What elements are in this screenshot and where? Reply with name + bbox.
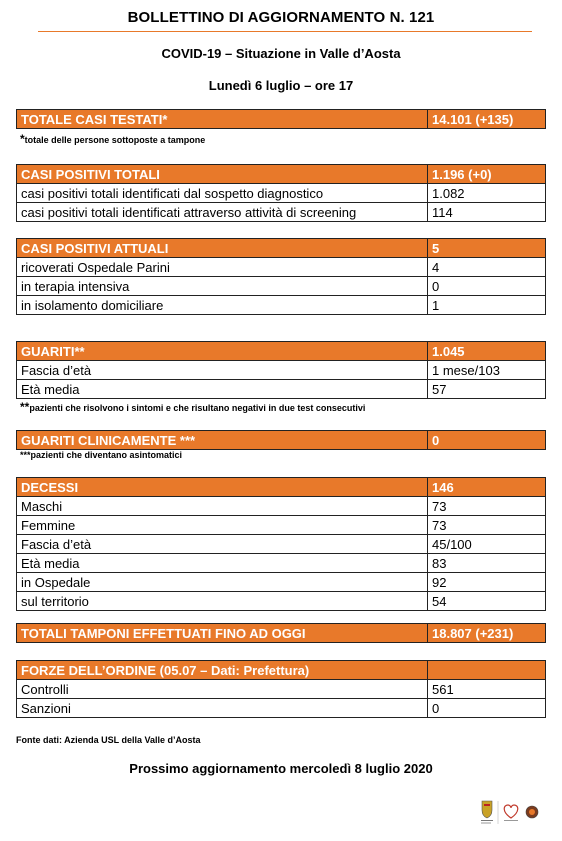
table-header-row [17, 239, 546, 258]
note-testati: *totale delle persone sottoposte a tampone [20, 132, 206, 146]
table-row [17, 380, 546, 399]
row-value: 73 [428, 497, 546, 516]
note-guariti: **pazienti che risolvono i sintomi e che risultano negativi in due test consecutivi [20, 400, 366, 414]
table-forze-ordine [16, 660, 546, 718]
header-value: 0 [428, 431, 546, 450]
row-label: Femmine [17, 516, 428, 535]
header-label: FORZE DELL’ORDINE (05.07 – Dati: Prefettura) [17, 661, 428, 680]
row-label: Maschi [17, 497, 428, 516]
title-rule [38, 31, 532, 32]
header-label: DECESSI [17, 478, 428, 497]
table-header-row [17, 661, 546, 680]
bulletin-title: BOLLETTINO DI AGGIORNAMENTO N. 121 [127, 9, 435, 26]
header-label: TOTALE CASI TESTATI* [17, 110, 428, 129]
header-label: CASI POSITIVI ATTUALI [17, 239, 428, 258]
row-label: in terapia intensiva [17, 277, 428, 296]
regione-crest-icon [481, 801, 493, 824]
table-header-row [17, 478, 546, 497]
row-value: 54 [428, 592, 546, 611]
table-row [17, 592, 546, 611]
row-value: 0 [428, 699, 546, 718]
row-label: Sanzioni [17, 699, 428, 718]
table-row [17, 277, 546, 296]
table-positivi-attuali [16, 238, 546, 315]
header-value: 146 [428, 478, 546, 497]
row-label: Età media [17, 554, 428, 573]
table-row [17, 184, 546, 203]
row-value: 4 [428, 258, 546, 277]
data-source: Fonte dati: Azienda USL della Valle d’Aosta [16, 735, 201, 745]
footer-logos [478, 798, 542, 826]
table-row [17, 497, 546, 516]
table-row [17, 296, 546, 315]
row-value: 1 [428, 296, 546, 315]
table-row [17, 699, 546, 718]
row-label: Età media [17, 380, 428, 399]
header-label: TOTALI TAMPONI EFFETTUATI FINO AD OGGI [17, 624, 428, 643]
bulletin-date: Lunedì 6 luglio – ore 17 [208, 78, 354, 93]
row-value: 1.082 [428, 184, 546, 203]
row-label: Fascia d’età [17, 361, 428, 380]
table-positivi-totali [16, 164, 546, 222]
table-row [17, 573, 546, 592]
row-label: casi positivi totali identificati dal sospetto diagnostico [17, 184, 428, 203]
row-value: 45/100 [428, 535, 546, 554]
table-header-row [17, 624, 546, 643]
note-guariti-clinicamente: ***pazienti che diventano asintomatici [20, 450, 183, 460]
table-header-row [17, 165, 546, 184]
table-row [17, 258, 546, 277]
header-value: 14.101 (+135) [428, 110, 546, 129]
table-row [17, 680, 546, 699]
header-label: GUARITI** [17, 342, 428, 361]
header-value: 5 [428, 239, 546, 258]
table-header-row [17, 431, 546, 450]
table-row [17, 535, 546, 554]
row-label: ricoverati Ospedale Parini [17, 258, 428, 277]
table-row [17, 203, 546, 222]
row-value: 83 [428, 554, 546, 573]
table-header-row [17, 110, 546, 129]
header-value [428, 661, 546, 680]
row-value: 1 mese/103 [428, 361, 546, 380]
row-label: sul territorio [17, 592, 428, 611]
table-casi-testati [16, 109, 546, 129]
table-row [17, 554, 546, 573]
row-value: 561 [428, 680, 546, 699]
usl-heart-logo-icon [504, 805, 518, 821]
row-value: 57 [428, 380, 546, 399]
row-value: 0 [428, 277, 546, 296]
seal-icon [526, 806, 538, 818]
row-value: 92 [428, 573, 546, 592]
header-label: GUARITI CLINICAMENTE *** [17, 431, 428, 450]
row-label: in Ospedale [17, 573, 428, 592]
table-header-row [17, 342, 546, 361]
header-value: 1.045 [428, 342, 546, 361]
row-label: Fascia d’età [17, 535, 428, 554]
row-value: 73 [428, 516, 546, 535]
header-value: 1.196 (+0) [428, 165, 546, 184]
header-label: CASI POSITIVI TOTALI [17, 165, 428, 184]
row-label: casi positivi totali identificati attraverso attività di screening [17, 203, 428, 222]
table-decessi [16, 477, 546, 611]
table-row [17, 361, 546, 380]
table-guariti-clinicamente [16, 430, 546, 450]
next-update: Prossimo aggiornamento mercoledì 8 luglio 2020 [129, 761, 433, 776]
header-value: 18.807 (+231) [428, 624, 546, 643]
bulletin-subtitle: COVID-19 – Situazione in Valle d’Aosta [161, 46, 401, 61]
table-row [17, 516, 546, 535]
row-value: 114 [428, 203, 546, 222]
row-label: in isolamento domiciliare [17, 296, 428, 315]
row-label: Controlli [17, 680, 428, 699]
table-guariti [16, 341, 546, 399]
table-tamponi [16, 623, 546, 643]
